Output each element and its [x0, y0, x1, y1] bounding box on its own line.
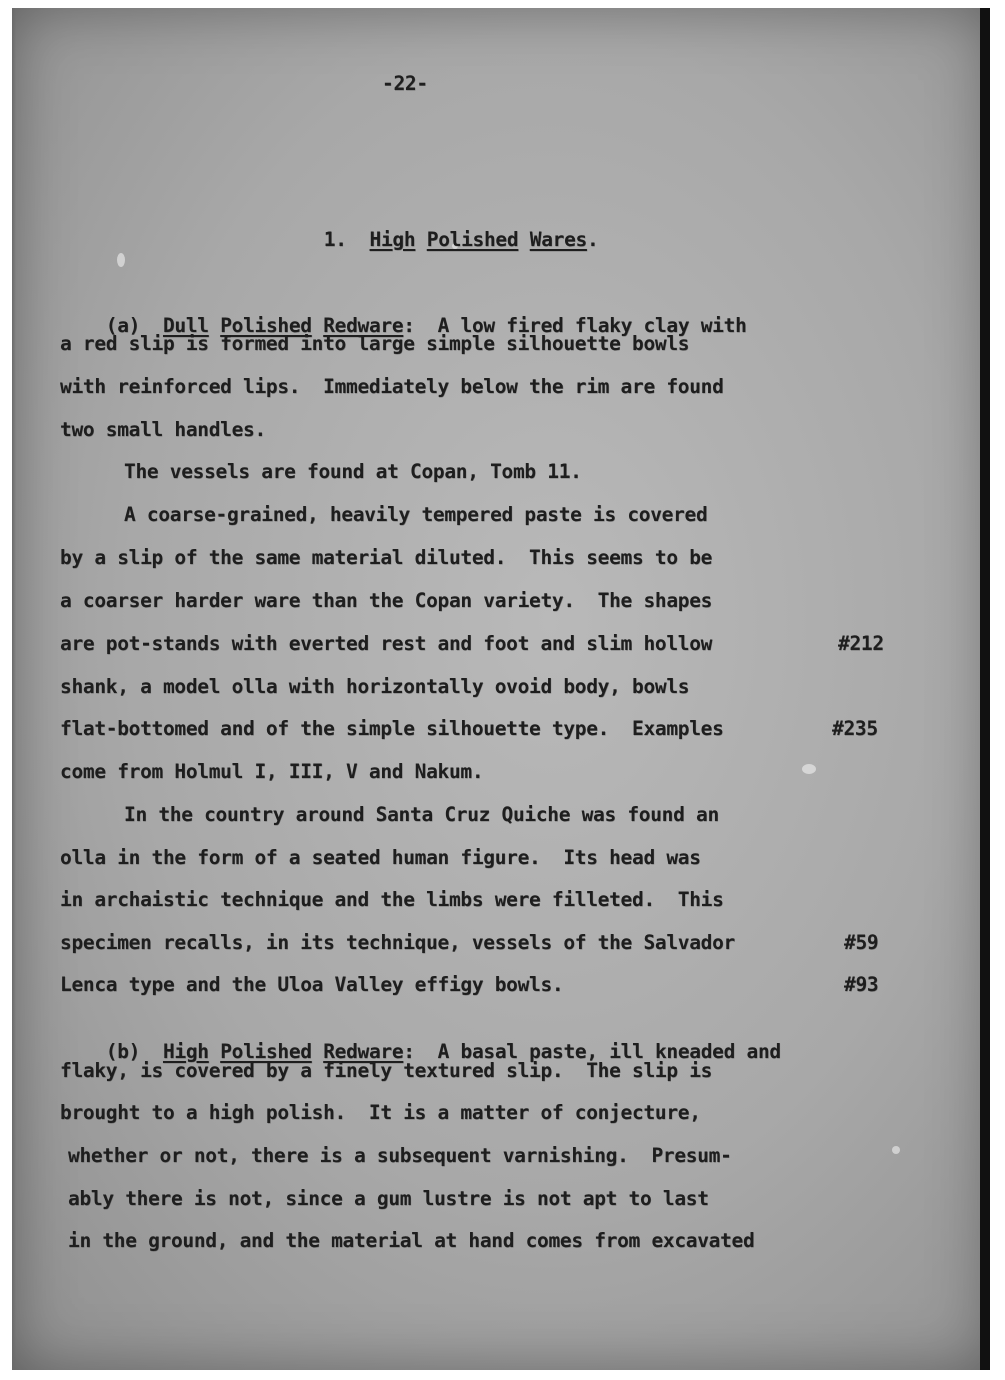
subsection-a-title-word: Dull: [162, 314, 209, 337]
text-line: with reinforced lips. Immediately below the rim are found: [60, 375, 724, 398]
section-heading: [278, 204, 598, 276]
subsection-a-line-1-text: A low fired flaky clay with: [437, 314, 747, 337]
dust-speck: [892, 1146, 900, 1154]
subsection-a-title-word: Polished: [220, 314, 312, 337]
text-line: In the country around Santa Cruz Quiche was found an: [124, 803, 719, 826]
margin-reference-note: #93: [844, 973, 879, 996]
text-line: come from Holmul I, III, V and Nakum.: [60, 760, 484, 783]
text-line: Lenca type and the Uloa Valley effigy bowls.: [60, 973, 564, 996]
text-line: a coarser harder ware than the Copan variety. The shapes: [60, 589, 713, 612]
page-right-edge-border: [980, 8, 990, 1370]
text-line: brought to a high polish. It is a matter of conjecture,: [60, 1101, 701, 1124]
dust-speck: [117, 253, 125, 267]
section-title-word: High: [369, 228, 416, 251]
text-line: A coarse-grained, heavily tempered paste is covered: [124, 503, 708, 526]
subsection-b-label: (b): [105, 1040, 141, 1063]
page-left-edge-shadow: [12, 8, 16, 1370]
dust-speck: [802, 764, 816, 774]
subsection-b-title-word: Redware: [323, 1040, 404, 1063]
text-line: The vessels are found at Copan, Tomb 11.: [124, 460, 582, 483]
text-line: olla in the form of a seated human figure. Its head was: [60, 846, 701, 869]
text-line: by a slip of the same material diluted. This seems to be: [60, 546, 713, 569]
subsection-a-title-colon: :: [403, 314, 415, 337]
margin-reference-note: #235: [832, 717, 878, 740]
section-title-word: Wares: [529, 228, 587, 251]
subsection-b-title-word: High: [162, 1040, 209, 1063]
section-title-word: Polished: [426, 228, 519, 251]
text-line: ably there is not, since a gum lustre is not apt to last: [68, 1187, 709, 1210]
subsection-b-line-1-text: A basal paste, ill kneaded and: [437, 1040, 781, 1063]
section-title-period: .: [586, 228, 599, 251]
page-number: -22-: [382, 72, 428, 95]
margin-reference-note: #59: [844, 931, 879, 954]
subsection-b-title-colon: :: [403, 1040, 415, 1063]
subsection-b-title-word: Polished: [220, 1040, 312, 1063]
text-line: in the ground, and the material at hand comes from excavated: [68, 1229, 755, 1252]
subsection-a-title-word: Redware: [323, 314, 404, 337]
subsection-a-label: (a): [105, 314, 141, 337]
text-line: in archaistic technique and the limbs were filleted. This: [60, 888, 724, 911]
text-line: specimen recalls, in its technique, vessels of the Salvador: [60, 931, 735, 954]
section-number: 1.: [323, 228, 347, 251]
text-line: are pot-stands with everted rest and foot and slim hollow: [60, 632, 713, 655]
text-line: flat-bottomed and of the simple silhouette type. Examples: [60, 717, 724, 740]
margin-reference-note: #212: [838, 632, 884, 655]
text-line: shank, a model olla with horizontally ovoid body, bowls: [60, 675, 690, 698]
text-line: two small handles.: [60, 418, 266, 441]
text-line: flaky, is covered by a finely textured slip. The slip is: [60, 1059, 713, 1082]
text-line: a red slip is formed into large simple silhouette bowls: [60, 332, 690, 355]
scanned-page: [12, 8, 990, 1370]
text-line: whether or not, there is a subsequent varnishing. Presum-: [68, 1144, 732, 1167]
